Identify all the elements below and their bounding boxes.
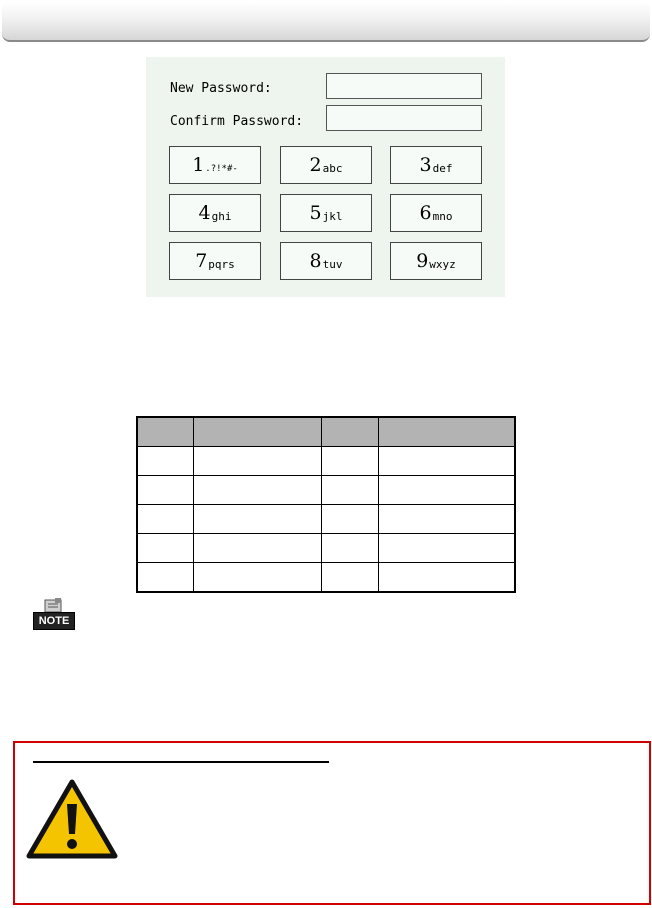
table-cell <box>379 563 515 593</box>
table-cell <box>137 505 193 534</box>
table-cell <box>193 476 321 505</box>
note-badge: NOTE <box>33 612 75 630</box>
table-cell <box>137 476 193 505</box>
table-cell <box>379 476 515 505</box>
table-header-cell <box>193 417 321 447</box>
table-cell <box>193 534 321 563</box>
table-header-cell <box>321 417 379 447</box>
warning-triangle-icon <box>26 778 118 860</box>
key-4[interactable]: 4 ghi <box>169 194 261 232</box>
table-row <box>137 476 515 505</box>
key-5[interactable]: 5 jkl <box>280 194 372 232</box>
empty-table <box>136 416 516 593</box>
table-header-row <box>137 417 515 447</box>
key-6[interactable]: 6 mno <box>390 194 482 232</box>
table-cell <box>193 505 321 534</box>
table-cell <box>321 505 379 534</box>
key-7[interactable]: 7 pqrs <box>169 242 261 280</box>
key-8[interactable]: 8 tuv <box>280 242 372 280</box>
password-keypad-panel <box>146 57 505 297</box>
key-2[interactable]: 2 abc <box>280 146 372 184</box>
table-cell <box>321 447 379 476</box>
table-cell <box>137 447 193 476</box>
warning-box <box>13 741 651 905</box>
table-cell <box>137 534 193 563</box>
header-bar <box>2 2 650 42</box>
warning-heading-rule <box>33 761 329 763</box>
key-9[interactable]: 9 wxyz <box>390 242 482 280</box>
table-row <box>137 534 515 563</box>
table-cell <box>321 563 379 593</box>
table-row <box>137 447 515 476</box>
table-cell <box>193 563 321 593</box>
table-cell <box>379 447 515 476</box>
new-password-label: New Password: <box>170 81 272 96</box>
note-icon <box>33 598 77 630</box>
key-1[interactable]: 1 .?!*#- <box>169 146 261 184</box>
table-cell <box>321 534 379 563</box>
confirm-password-field[interactable] <box>326 105 482 131</box>
key-3[interactable]: 3 def <box>390 146 482 184</box>
table-row <box>137 505 515 534</box>
table-cell <box>379 505 515 534</box>
table-header-cell <box>379 417 515 447</box>
table-cell <box>193 447 321 476</box>
new-password-field[interactable] <box>326 73 482 99</box>
table-header-cell <box>137 417 193 447</box>
confirm-password-label: Confirm Password: <box>170 114 304 129</box>
table-cell <box>379 534 515 563</box>
table-row <box>137 563 515 593</box>
table-cell <box>137 563 193 593</box>
table-cell <box>321 476 379 505</box>
